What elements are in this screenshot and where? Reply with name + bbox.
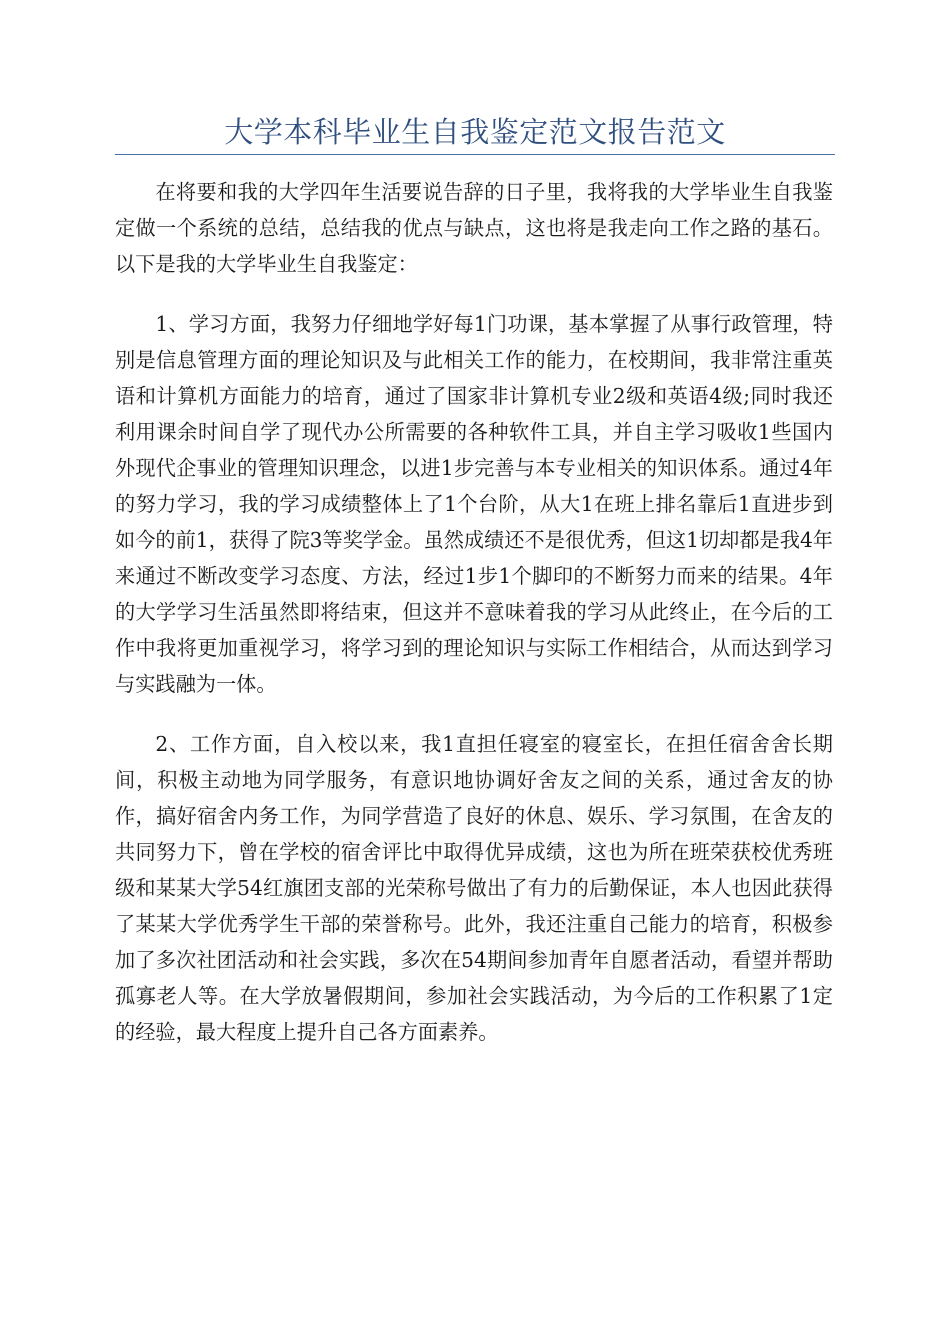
document-body — [115, 174, 833, 1074]
intro-paragraph: 在将要和我的大学四年生活要说告辞的日子里，我将我的大学毕业生自我鉴定做一个系统的总结，总结我的优点与缺点，这也将是我走向工作之路的基石。以下是我的大学毕业生自我鉴定： — [115, 180, 833, 276]
work-paragraph: 2、工作方面，自入校以来，我1直担任寝室的寝室长，在担任宿舍舍长期间，积极主动地为同学服务，有意识地协调好舍友之间的关系，通过舍友的协作，搞好宿舍内务工作，为同学营造了良好的休息、娱乐、学习氛围，在舍友的共同努力下，曾在学校的宿舍评比中取得优异成绩，这也为所在班荣获校优秀班级和某某大学54红旗团支部的光荣称号做出了有力的后勤保证，本人也因此获得了某某大学优秀学生干部的荣誉称号。此外，我还注重自己能力的培育，积极参加了多次社团活动和社会实践，多次在54期间参加青年自愿者活动，看望并帮助孤寡老人等。在大学放暑假期间，参加社会实践活动，为今后的工作积累了1定的经验，最大程度上提升自己各方面素养。 — [115, 732, 833, 1044]
document-title: 大学本科毕业生自我鉴定范文报告范文 — [224, 115, 726, 149]
study-paragraph: 1、学习方面，我努力仔细地学好每1门功课，基本掌握了从事行政管理，特别是信息管理方面的理论知识及与此相关工作的能力，在校期间，我非常注重英语和计算机方面能力的培育，通过了国家非计算机专业2级和英语4级;同时我还利用课余时间自学了现代办公所需要的各种软件工具，并自主学习吸收1些国内外现代企事业的管理知识理念，以进1步完善与本专业相关的知识体系。通过4年的努力学习，我的学习成绩整体上了1个台阶，从大1在班上排名靠后1直进步到如今的前1，获得了院3等奖学金。虽然成绩还不是很优秀，但这1切却都是我4年来通过不断改变学习态度、方法，经过1步1个脚印的不断努力而来的结果。4年的大学学习生活虽然即将结束，但这并不意味着我的学习从此终止，在今后的工作中我将更加重视学习，将学习到的理论知识与实际工作相结合，从而达到学习与实践融为一体。 — [115, 312, 833, 696]
title-underline — [115, 154, 835, 155]
